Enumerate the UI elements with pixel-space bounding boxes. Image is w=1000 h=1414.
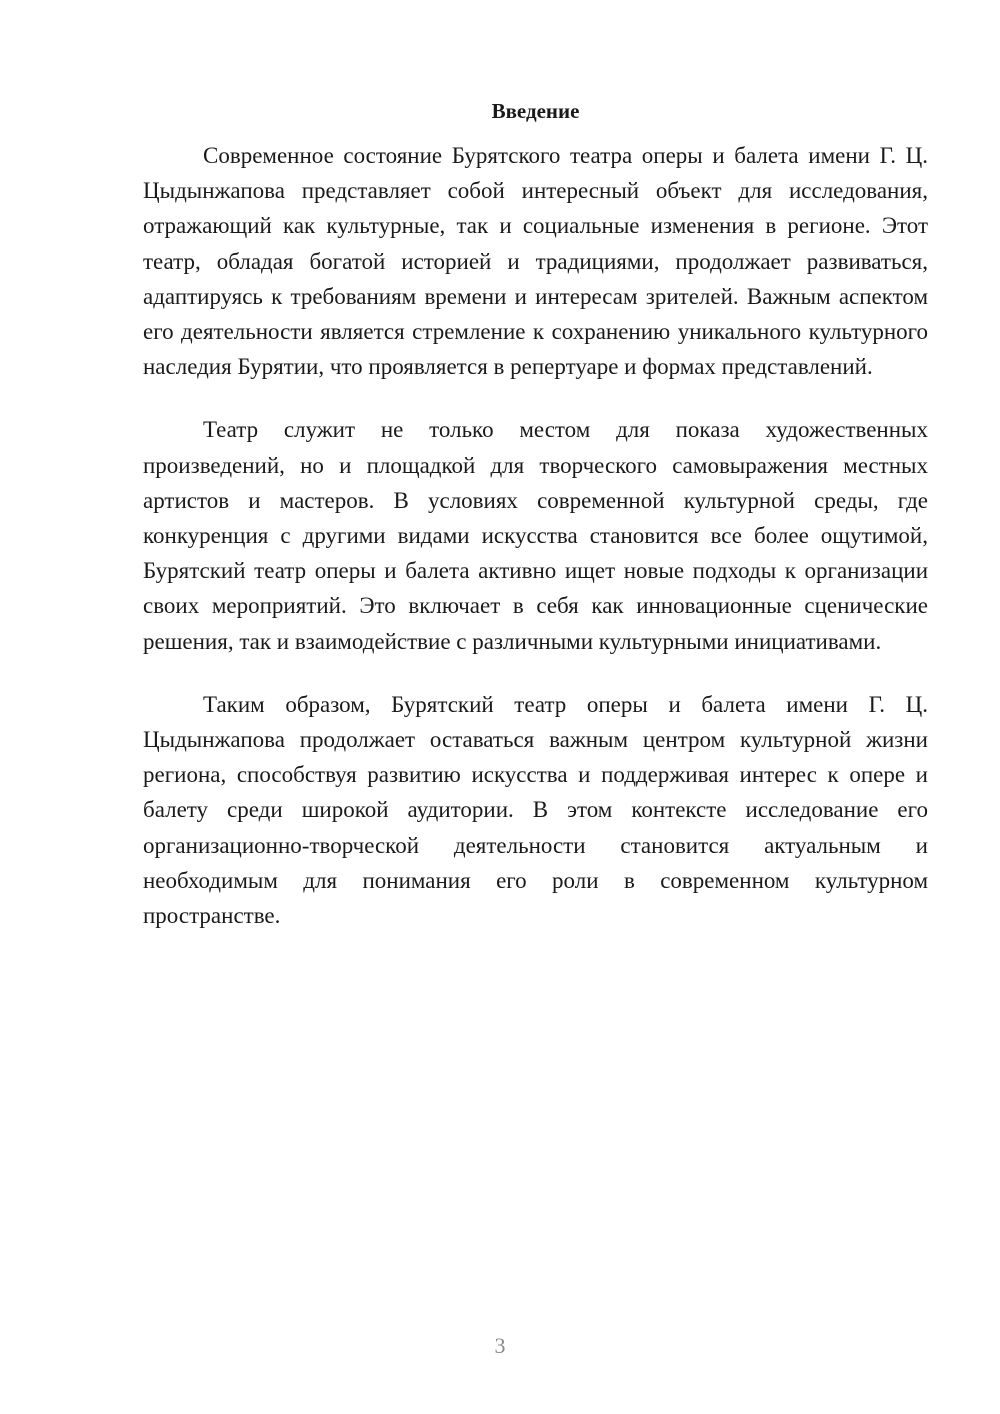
page-content bbox=[143, 96, 928, 961]
paragraph: Современное состояние Бурятского театра оперы и балета имени Г. Ц. Цыдынжапова представляет собой интересный объект для исследования, отражающий как культурные, так и социальные изменения в регионе. Этот театр, обладая богатой историей и традициями, продолжает развиваться, адаптируясь к требованиям времени и интересам зрителей. Важным аспектом его деятельности является стремление к сохранению уникального культурного наследия Бурятии, что проявляется в репертуаре и формах представлений. bbox=[143, 143, 928, 380]
page-number: 3 bbox=[494, 1333, 506, 1358]
page-title: Введение bbox=[491, 99, 580, 123]
paragraph: Театр служит не только местом для показа художественных произведений, но и площадкой для творческого самовыражения местных артистов и мастеров. В условиях современной культурной среды, где конкуренция с другими видами искусства становится все более ощутимой, Бурятский театр оперы и балета активно ищет новые подходы к организации своих мероприятий. Это включает в себя как инновационные сценические решения, так и взаимодействие с различными культурными инициативами. bbox=[143, 417, 928, 654]
paragraph: Таким образом, Бурятский театр оперы и балета имени Г. Ц. Цыдынжапова продолжает оставаться важным центром культурной жизни региона, способствуя развитию искусства и поддерживая интерес к опере и балету среди широкой аудитории. В этом контексте исследование его организационно-творческой деятельности становится актуальным и необходимым для понимания его роли в современном культурном пространстве. bbox=[143, 691, 928, 929]
